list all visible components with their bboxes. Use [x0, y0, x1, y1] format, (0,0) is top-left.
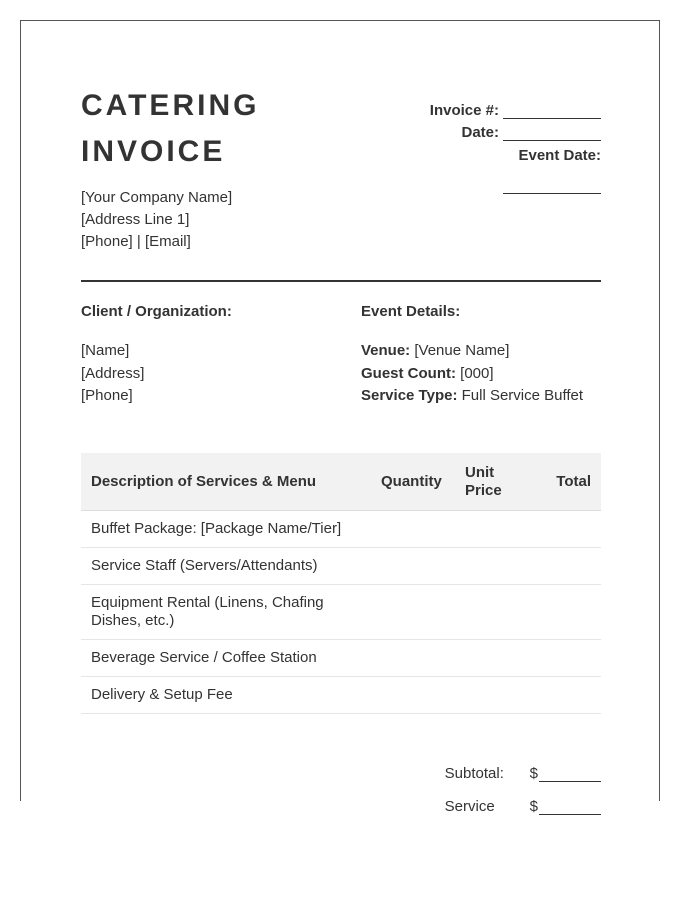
event-date-row [341, 141, 601, 164]
client-heading: Client / Organization: [81, 303, 232, 320]
totals-block [445, 749, 601, 815]
row-total[interactable] [535, 640, 601, 677]
invoice-number-label: Invoice #: [429, 102, 499, 119]
row-quantity[interactable] [371, 511, 455, 548]
subtotal-value [530, 765, 601, 782]
table-row [81, 511, 601, 548]
invoice-title [81, 83, 259, 175]
row-quantity[interactable] [371, 640, 455, 677]
row-unit-price[interactable] [455, 640, 535, 677]
row-total[interactable] [535, 548, 601, 585]
venue-label: Venue: [361, 342, 411, 359]
company-contact: [Phone] | [Email] [81, 233, 191, 250]
row-description: Delivery & Setup Fee [81, 677, 371, 714]
row-total[interactable] [535, 511, 601, 548]
event-date-field-row [341, 164, 601, 194]
service-row [445, 782, 601, 815]
header-quantity: Quantity [371, 453, 455, 511]
header-description: Description of Services & Menu [81, 453, 371, 511]
header-divider [81, 280, 601, 282]
row-unit-price[interactable] [455, 677, 535, 714]
invoice-number-field[interactable] [503, 102, 601, 119]
service-label: Service [444, 798, 495, 815]
client-details [81, 340, 144, 408]
row-unit-price[interactable] [455, 585, 535, 640]
client-address: [Address] [81, 364, 145, 382]
guest-count-value: [000] [460, 364, 494, 382]
row-description: Equipment Rental (Linens, Chafing Dishes, etc.) [81, 585, 371, 640]
invoice-number-row [341, 97, 601, 119]
row-unit-price[interactable] [455, 511, 535, 548]
subtotal-field[interactable] [539, 766, 601, 782]
client-phone: [Phone] [81, 387, 133, 404]
header-unit-price: Unit Price [455, 453, 535, 511]
service-type-value: Full Service Buffet [461, 387, 584, 404]
row-quantity[interactable] [371, 677, 455, 714]
service-currency: $ [529, 798, 538, 815]
table-header-row [81, 453, 601, 511]
guest-count-line [361, 363, 583, 386]
services-table [81, 453, 601, 714]
company-address: [Address Line 1] [81, 211, 190, 228]
table-row [81, 640, 601, 677]
title-line-2: INVOICE [81, 135, 226, 168]
table-row [81, 548, 601, 585]
title-line-1: CATERING [81, 89, 260, 122]
event-date-label: Event Date: [518, 147, 601, 164]
client-name: [Name] [81, 342, 130, 359]
event-heading: Event Details: [361, 303, 461, 320]
service-field[interactable] [539, 799, 601, 815]
invoice-page [20, 20, 660, 815]
row-description: Buffet Package: [Package Name/Tier] [81, 511, 371, 548]
date-field[interactable] [503, 124, 601, 141]
row-unit-price[interactable] [455, 548, 535, 585]
company-name: [Your Company Name] [81, 189, 233, 206]
invoice-meta [341, 97, 601, 194]
subtotal-row [445, 749, 601, 782]
row-quantity[interactable] [371, 548, 455, 585]
service-type-line [361, 385, 583, 408]
guest-count-label: Guest Count: [361, 364, 456, 382]
table-row [81, 585, 601, 640]
row-description: Service Staff (Servers/Attendants) [81, 548, 371, 585]
date-row [341, 119, 601, 141]
row-quantity[interactable] [371, 585, 455, 640]
date-label: Date: [461, 124, 499, 141]
subtotal-currency: $ [529, 765, 538, 782]
header-total: Total [535, 453, 601, 511]
event-date-field[interactable] [503, 177, 601, 194]
company-info [81, 187, 232, 253]
table-row [81, 677, 601, 714]
row-description: Beverage Service / Coffee Station [81, 640, 371, 677]
venue-value: [Venue Name] [414, 342, 510, 359]
row-total[interactable] [535, 677, 601, 714]
subtotal-label: Subtotal: [444, 765, 504, 782]
service-type-label: Service Type: [361, 387, 458, 404]
row-total[interactable] [535, 585, 601, 640]
service-value [530, 798, 601, 815]
event-details [361, 340, 583, 408]
venue-line [361, 340, 583, 363]
